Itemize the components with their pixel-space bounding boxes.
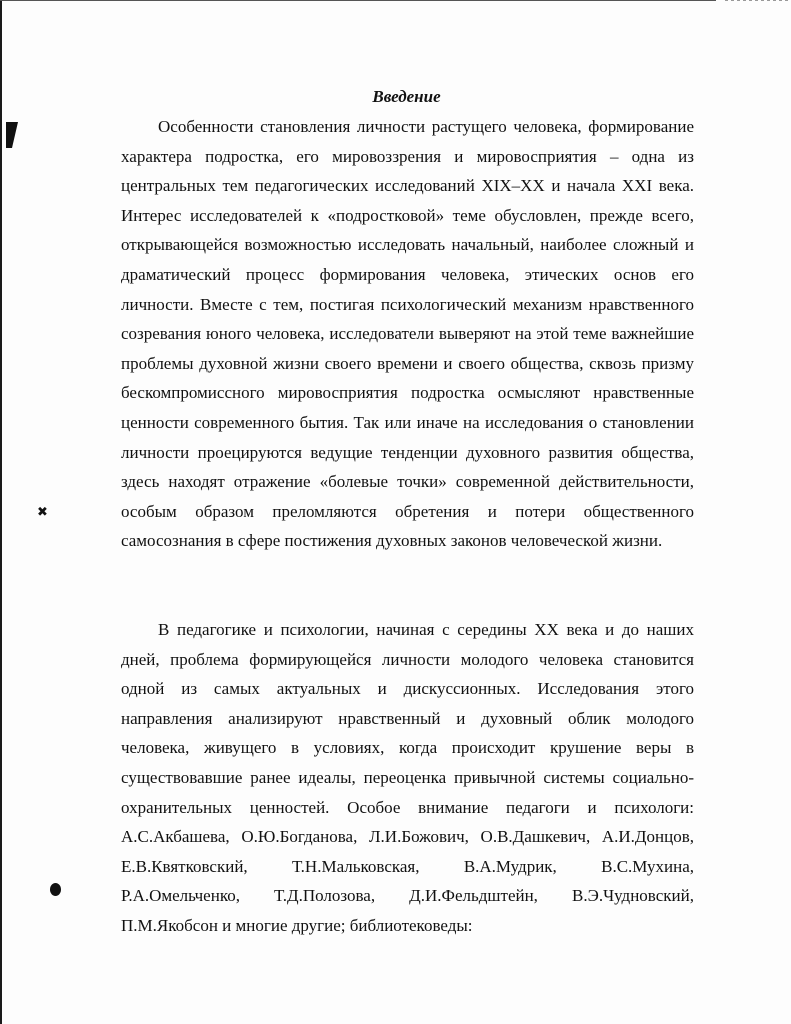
scan-top-edge-dotted (725, 0, 791, 1)
scan-artifact-arrow-mark (6, 122, 18, 148)
scan-top-edge (0, 0, 716, 1)
body-paragraph-1: Особенности становления личности растущего человека, формирование характера подростка, его мировоззрения и мировосприятия – одна из центральных тем педагогических исследований XIX–XX и начала XXI века. Интерес исследователей к «подростковой» теме обусловлен, прежде всего, открывающейся возможностью исследовать начальный, наиболее сложный и драматический процесс формирования человека, этических основ его личности. Вместе с тем, постигая психологический механизм нравственного созревания юного человека, исследователи выверяют на этой теме важнейшие проблемы духовной жизни своего времени и своего общества, сквозь призму бескомпромиссного мировосприятия подростка осмысляют нравственные ценности современного бытия. Так или иначе на исследования о становлении личности проецируются ведущие тенденции духовного развития общества, здесь находят отражение «болевые точки» современной действительности, особым образом преломляются обретения и потери общественного самосознания в сфере постижения духовных законов человеческой жизни. (121, 117, 694, 551)
scan-left-edge (0, 0, 2, 1024)
scan-artifact-cross-mark: ✖ (37, 505, 48, 520)
scan-artifact-blot-mark (50, 883, 61, 896)
body-paragraph-2: В педагогике и психологии, начиная с середины XX века и до наших дней, проблема формирующейся личности молодого человека становится одной из самых актуальных и дискуссионных. Исследования этого направления анализируют нравственный и духовный облик молодого человека, живущего в условиях, когда происходит крушение веры в существовавшие ранее идеалы, переоценка привычной системы социально-охранительных ценностей. Особое внимание педагоги и психологи: А.С.Акбашева, О.Ю.Богданова, Л.И.Божович, О.В.Дашкевич, А.И.Донцов, Е.В.Квятковский, Т.Н.Мальковская, В.А.Мудрик, В.С.Мухина, Р.А.Омельченко, Т.Д.Полозова, Д.И.Фельдштейн, В.Э.Чудновский, П.М.Якобсон и многие другие; библиотековеды: (121, 620, 694, 935)
body-paragraph-2-block (121, 615, 694, 941)
section-title: Введение (372, 87, 441, 106)
body-paragraph-1-block (121, 112, 694, 556)
